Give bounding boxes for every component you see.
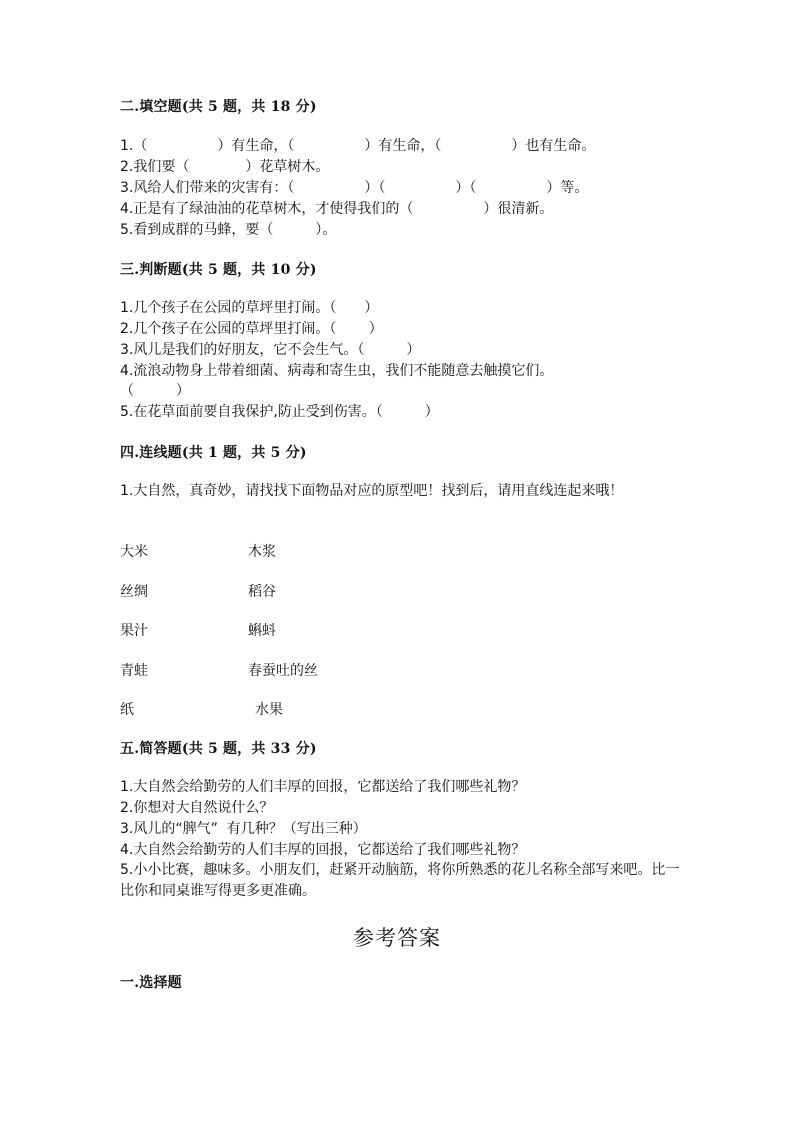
match-left-item: 果汁 <box>120 623 148 639</box>
answer-key-title: 参考答案 <box>353 926 441 950</box>
match-left-item: 大米 <box>120 544 148 560</box>
fill-question-5: 5.看到成群的马蜂，要（ ）。 <box>120 222 337 238</box>
short-question-4: 4.大自然会给勤劳的人们丰厚的回报，它都送给了我们哪些礼物？ <box>120 842 526 858</box>
match-question: 1.大自然，真奇妙，请找找下面物品对应的原型吧！找到后，请用直线连起来哦！ <box>120 483 624 499</box>
match-right-item: 春蚕吐的丝 <box>248 663 318 679</box>
short-question-1: 1.大自然会给勤劳的人们丰厚的回报，它都送给了我们哪些礼物？ <box>120 779 526 795</box>
answer-section-1-heading: 一.选择题 <box>120 975 182 991</box>
section-4-heading: 四.连线题(共 1 题，共 5 分) <box>120 445 307 461</box>
match-right-item: 水果 <box>255 702 283 718</box>
match-left-item: 纸 <box>120 702 134 718</box>
short-question-3: 3.风儿的“脾气” 有几种？（写出三种） <box>120 821 367 837</box>
judge-question-3: 3.风儿是我们的好朋友，它不会生气。（ ） <box>120 342 421 358</box>
short-question-5: 5.小小比赛，趣味多。小朋友们，赶紧开动脑筋，将你所熟悉的花儿名称全部写来吧。比一比你和同桌谁写得更多更准确。 <box>120 862 680 899</box>
fill-question-2: 2.我们要（ ）花草树木。 <box>120 159 330 175</box>
judge-question-4-answer: （ ） <box>120 383 190 399</box>
section-5-heading: 五.简答题(共 5 题，共 33 分) <box>120 741 317 757</box>
judge-question-2: 2.几个孩子在公园的草坪里打闹。（ ） <box>120 321 383 337</box>
match-right-item: 稻谷 <box>248 584 276 600</box>
match-right-item: 木浆 <box>248 544 276 560</box>
fill-question-3: 3.风给人们带来的灾害有：（ ）（ ）（ ）等。 <box>120 180 589 196</box>
judge-question-5: 5.在花草面前要自我保护,防止受到伤害。（ ） <box>120 404 439 420</box>
fill-question-4: 4.正是有了绿油油的花草树木，才使得我们的（ ）很清新。 <box>120 201 554 217</box>
section-3-heading: 三.判断题(共 5 题，共 10 分) <box>120 262 317 278</box>
short-question-2: 2.你想对大自然说什么？ <box>120 800 274 816</box>
section-2-heading: 二.填空题(共 5 题，共 18 分) <box>120 99 317 115</box>
judge-question-1: 1.几个孩子在公园的草坪里打闹。（ ） <box>120 300 379 316</box>
fill-question-1: 1.（ ）有生命，（ ）有生命，（ ）也有生命。 <box>120 138 596 154</box>
judge-question-4: 4.流浪动物身上带着细菌、病毒和寄生虫，我们不能随意去触摸它们。 <box>120 363 554 379</box>
match-left-item: 丝绸 <box>120 584 148 600</box>
match-left-item: 青蛙 <box>120 663 148 679</box>
match-right-item: 蝌蚪 <box>248 623 276 639</box>
